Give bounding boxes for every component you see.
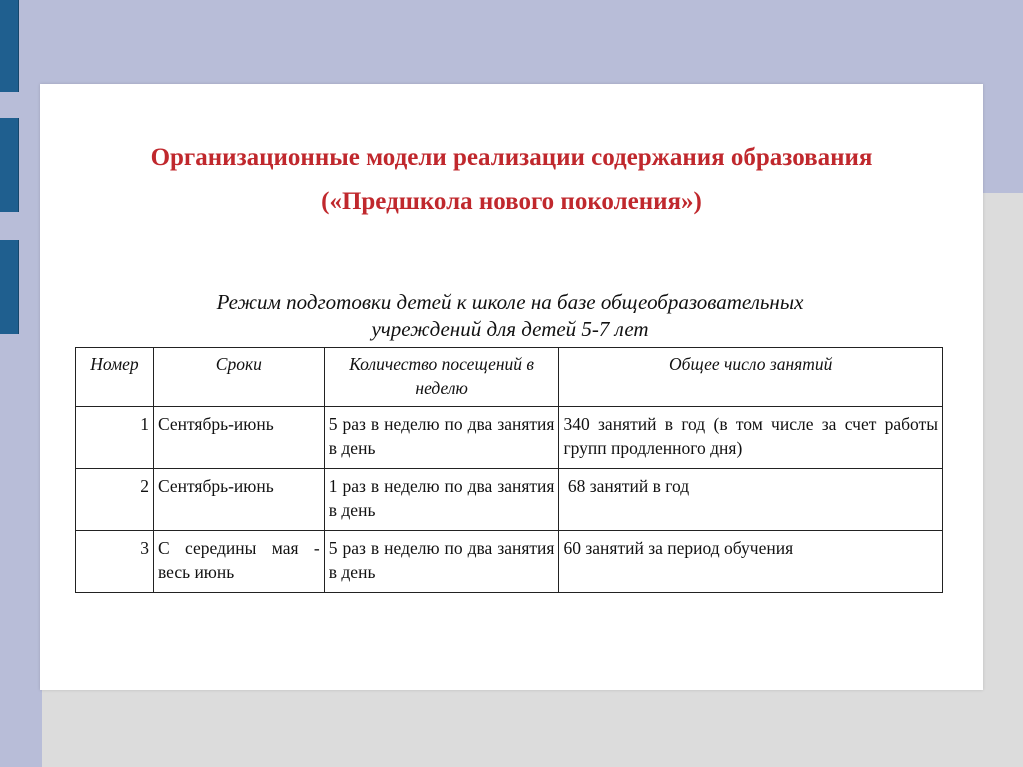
slide-title-line-2: («Предшкола нового поколения») (321, 188, 702, 215)
cell-total: 68 занятий в год (559, 469, 943, 531)
slide-title (40, 136, 983, 224)
cell-visits: 5 раз в неделю по два занятия в день (324, 531, 559, 593)
side-tab-2 (0, 118, 19, 212)
cell-number: 3 (76, 531, 154, 593)
slide-title-line-1: Организационные модели реализации содержания образования (150, 144, 873, 171)
table-row (76, 469, 943, 531)
table-caption (110, 289, 910, 343)
slide (40, 84, 983, 690)
cell-period: Сентябрь-июнь (153, 469, 324, 531)
cell-visits: 1 раз в неделю по два занятия в день (324, 469, 559, 531)
table-caption-line-1: Режим подготовки детей к школе на базе общеобразовательных (216, 290, 804, 314)
table-row (76, 407, 943, 469)
cell-number: 2 (76, 469, 154, 531)
table-header-row (76, 348, 943, 407)
table-caption-line-2: учреждений для детей 5-7 лет (371, 317, 649, 341)
cell-period: С середины мая - весь июнь (153, 531, 324, 593)
table-row (76, 531, 943, 593)
schedule-table (75, 347, 943, 593)
cell-total: 60 занятий за период обучения (559, 531, 943, 593)
background-left-band (0, 0, 42, 767)
header-total: Общее число занятий (559, 348, 943, 407)
header-visits: Количество посещений в неделю (324, 348, 559, 407)
header-period: Сроки (153, 348, 324, 407)
cell-total: 340 занятий в год (в том числе за счет работы групп продленного дня) (559, 407, 943, 469)
side-tab-1 (0, 0, 19, 92)
header-number: Номер (76, 348, 154, 407)
cell-visits: 5 раз в неделю по два занятия в день (324, 407, 559, 469)
cell-period: Сентябрь-июнь (153, 407, 324, 469)
side-tab-3 (0, 240, 19, 334)
cell-number: 1 (76, 407, 154, 469)
